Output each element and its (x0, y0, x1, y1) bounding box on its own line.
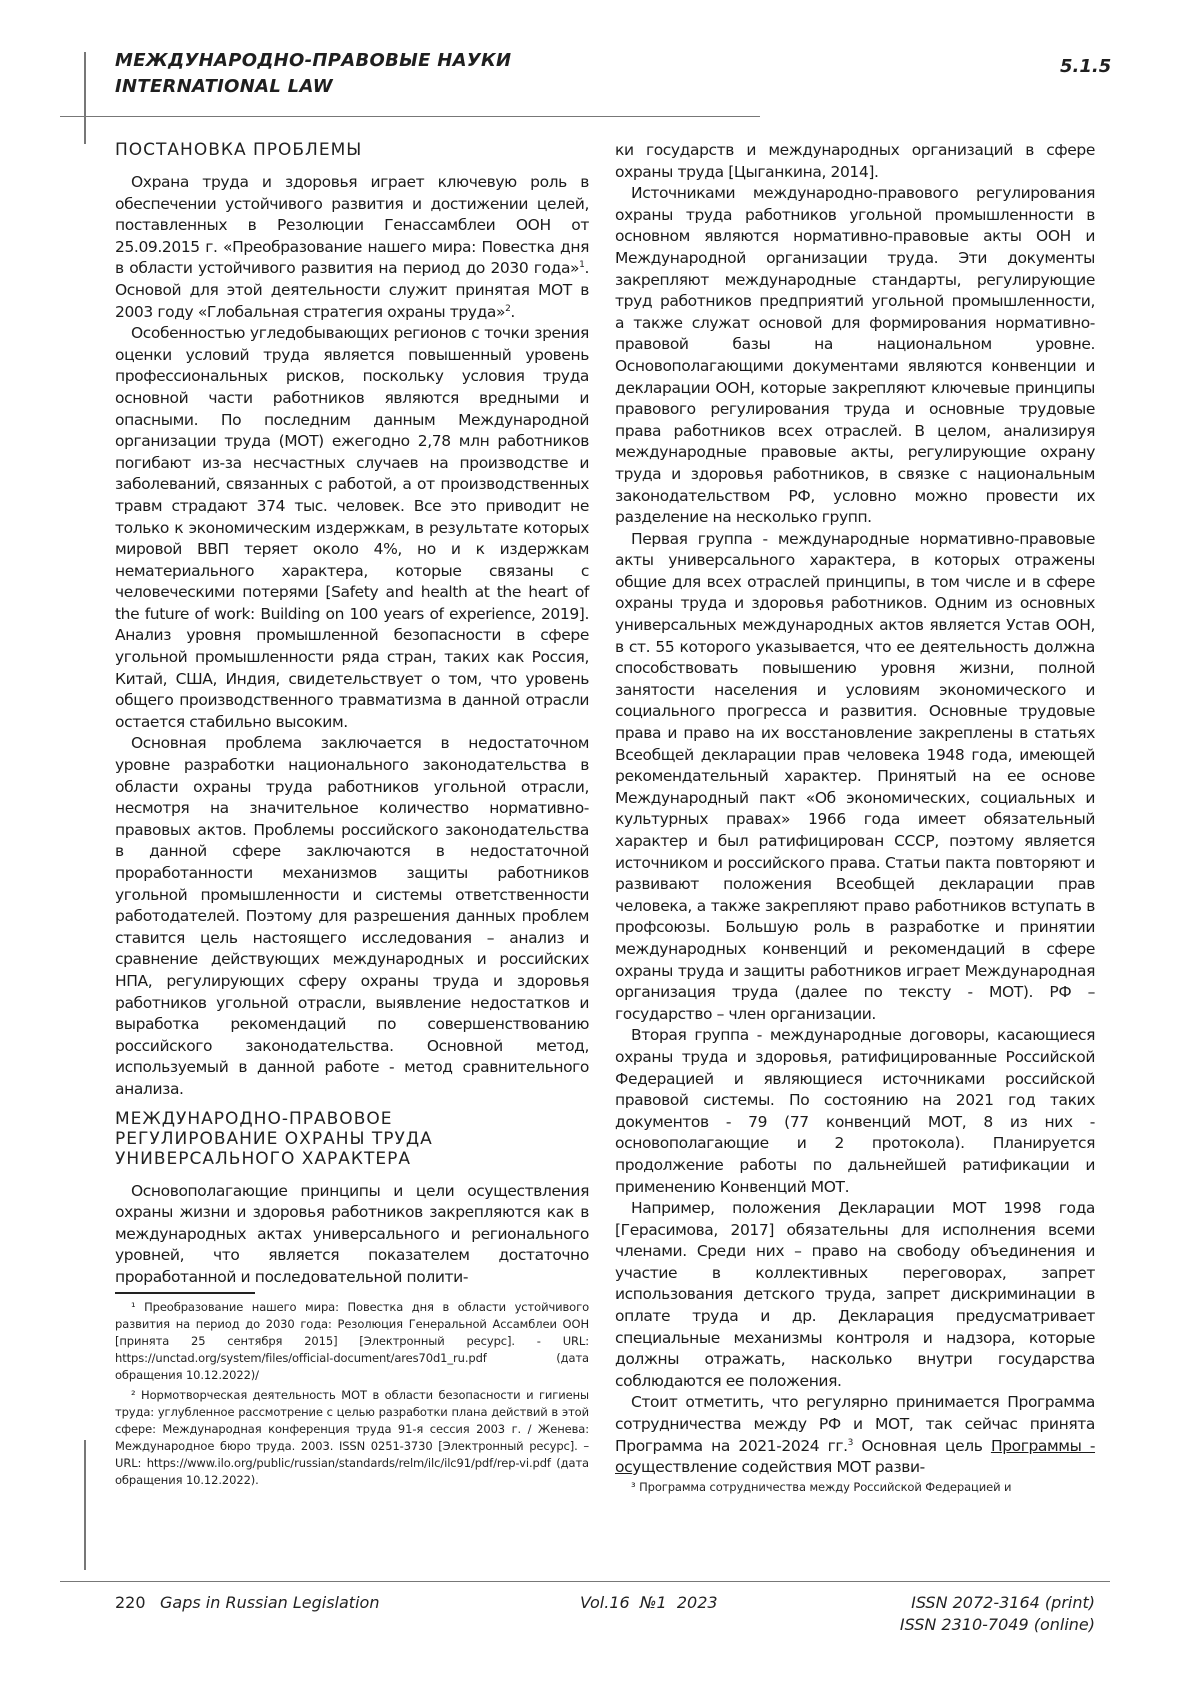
header-vertical-rule (84, 52, 86, 144)
footnote-2: ² Нормотворческая деятельность МОТ в области безопасности и гигиены труда: углубленное рассмотрение с целью разработки плана действий в этой сфере: Международная конференция труда 91-я сессия 2003 г. / Женева: Международное бюро труда. 2003. ISSN 0251-3730 [Электронный ресурс]. – URL: https://www.ilo.org/public/russian/standards/relm/ilc/ilc91/pdf/rep-vi.pdf (дата обращения 10.12.2022). (115, 1387, 589, 1487)
paragraph: Вторая группа - международные договоры, касающиеся охраны труда и здоровья, ратифицированные Российской Федерацией и являющиеся источниками российской правовой системы. По состоянию на 2021 год таких документов - 79 (77 конвенций МОТ, 8 из них - основополагающие и 2 протокола). Планируется продолжение работы по дальнейшей ратификации и применению Конвенций МОТ. (615, 1026, 1095, 1196)
paragraph-text: Основная цель (852, 1436, 991, 1455)
underlined-text: Программы - ос (615, 1436, 1096, 1477)
heading-line: МЕЖДУНАРОДНО-ПРАВОВОЕ (115, 1108, 393, 1129)
header-horizontal-rule (60, 116, 760, 117)
paragraph: Основная проблема заключается в недостаточном уровне разработки национального законодательства в области охраны труда работников угольной отрасли, несмотря на значительное количество нормативно-правовых актов. Проблемы российского законодательства в данной сфере заключаются в недостаточной проработанности механизмов защиты работников угольной промышленности и системы ответственности работодателей. Поэтому для разрешения данных проблем ставится цель настоящего исследования – анализ и сравнение действующих международных и российских НПА, регулирующих сферу охраны труда и здоровья работников угольной отрасли, выявление недостатков и выработка рекомендаций по совершенствованию российского законодательства. Основной метод, используемый в данной работе - метод сравнительного анализа. (115, 734, 589, 1098)
issn-online: ISSN 2310-7049 (online) (899, 1615, 1095, 1634)
journal-section-header (115, 48, 511, 100)
paragraph: Основополагающие принципы и цели осуществления охраны жизни и здоровья работников закрепляются как в международных актах универсального и регионального уровней, что является показателем достаточно проработанной и последовательной полити- (115, 1181, 589, 1286)
footnote-ref: 2 (505, 303, 511, 314)
paragraph: Источниками международно-правового регулирования охраны труда работников угольной промышленности в основном являются нормативно-правовые акты ООН и Международной организации труда. Эти документы закрепляют международные стандарты, регулирующие труд работников предприятий угольной промышленности, а также служат основой для формирования нормативно-правовой базы на национальном уровне. Основополагающими документами являются конвенции и декларации ООН, которые закрепляют ключевые принципы правового регулирования труда и основные трудовые права работников всех отраслей. В целом, анализируя международные правовые акты, регулирующие охрану труда и здоровья работников, в связке с национальным законодательством РФ, условно можно провести их разделение на несколько групп. (615, 184, 1095, 527)
section-title-ru: МЕЖДУНАРОДНО-ПРАВОВЫЕ НАУКИ (115, 50, 512, 71)
heading-international-regulation (115, 1109, 589, 1169)
footnote-separator (115, 1292, 255, 1294)
heading-line: РЕГУЛИРОВАНИЕ ОХРАНЫ ТРУДА (115, 1128, 433, 1149)
section-title-en: INTERNATIONAL LAW (115, 76, 333, 97)
issn-block (900, 1592, 1095, 1636)
paragraph-text: уществление содействия МОТ разви- (632, 1458, 925, 1477)
paragraph-text: . (510, 302, 515, 321)
footnote-ref: 1 (579, 260, 585, 271)
footer-horizontal-rule (60, 1581, 1110, 1582)
volume-issue: Vol.16 №1 2023 (580, 1593, 718, 1612)
paragraph-text: . Основой для этой деятельности служит принятая МОТ в 2003 году «Глобальная стратегия охраны труда» (115, 259, 589, 321)
paragraph-text: Охрана труда и здоровья играет ключевую роль в обеспечении устойчивого развития и достижении целей, поставленных в Резолюции Генассамблеи ООН от 25.09.2015 г. «Преобразование нашего мира: Повестка дня в области устойчивого развития на период до 2030 года» (115, 173, 589, 278)
heading-problem-statement: ПОСТАНОВКА ПРОБЛЕМЫ (115, 140, 363, 160)
paragraph: Особенностью угледобывающих регионов с точки зрения оценки условий труда является повышенный уровень профессиональных рисков, поскольку условия труда основной части работников являются вредными и опасными. По последним данным Международной организации труда (МОТ) ежегодно 2,78 млн работников погибают из-за несчастных случаев на производстве и заболеваний, связанных с работой, а от производственных травм страдают 374 тыс. человек. Все это приводит не только к экономическим издержкам, в результате которых мировой ВВП теряет около 4%, но и к издержкам нематериального характера, которые связаны с человеческими потерями [Safety and health at the heart of the future of work: Building on 100 years of experience, 2019]. Анализ уровня промышленной безопасности в сфере угольной промышленности ряда стран, таких как Россия, Китай, США, Индия, свидетельствует о том, что уровень общего производственного травматизма в данной отрасли остается стабильно высоким. (115, 324, 589, 731)
footnote-1: ¹ Преобразование нашего мира: Повестка дня в области устойчивого развития на период до 2030 года: Резолюция Генеральной Ассамблеи ООН [принята 25 сентября 2015] [Электронный ресурс]. - URL: https://unctad.org/system/files/official-document/ares70d1_ru.pdf (дата обращения 10.12.2022)/ (115, 1299, 589, 1382)
paragraph: ки государств и международных организаций в сфере охраны труда [Цыганкина, 2014]. (615, 141, 1095, 181)
paragraph (115, 172, 589, 323)
issn-print: ISSN 2072-3164 (print) (911, 1593, 1095, 1612)
left-column (115, 140, 589, 1492)
right-column (615, 140, 1095, 1499)
footer-vertical-rule (84, 1440, 86, 1570)
paragraph-text: Стоит отметить, что регулярно принимается Программа сотрудничества между РФ и МОТ, так сейчас принята Программа на 2021-2024 гг. (615, 1393, 1095, 1455)
heading-line: УНИВЕРСАЛЬНОГО ХАРАКТЕРА (115, 1148, 412, 1169)
footnote-ref: 3 (847, 1437, 853, 1448)
specialty-code: 5.1.5 (1060, 56, 1112, 77)
paragraph (615, 1392, 1095, 1478)
paragraph: Первая группа - международные нормативно-правовые акты универсального характера, в которых отражены общие для всех отраслей принципы, в том числе и в сфере охраны труда и здоровья работников. Одним из основных универсальных международных актов является Устав ООН, в ст. 55 которого указывается, что ее деятельность должна способствовать повышению уровня жизни, полной занятости населения и условиям экономического и социального прогресса и развития. Основные трудовые права и право на их восстановление закреплены в статьях Всеобщей декларации прав человека 1948 года, имеющей рекомендательный характер. Принятый на ее основе Международный пакт «Об экономических, социальных и культурных правах» 1966 года имеет обязательный характер и был ратифицирован СССР, поэтому является источником и российского права. Статьи пакта повторяют и развивают положения Всеобщей декларации прав человека, а также закрепляют право работников вступать в профсоюзы. Большую роль в разработке и принятии международных конвенций и рекомендаций в сфере охраны труда и защиты работников играет Международная организация труда (далее по тексту - МОТ). РФ – государство – член организации. (615, 529, 1095, 1023)
page-number: 220 (115, 1593, 146, 1612)
journal-name: Gaps in Russian Legislation (160, 1593, 380, 1612)
footnote-3: ³ Программа сотрудничества между Российской Федерацией и (631, 1479, 1012, 1494)
paragraph: Например, положения Декларации МОТ 1998 года [Герасимова, 2017] обязательны для исполнения всеми членами. Среди них – право на свободу объединения и участие в коллективных переговорах, запрет использования детского труда, запрет дискриминации в оплате труда и др. Декларация предусматривает специальные механизмы контроля и надзора, которые должны отражать, насколько внутри государства соблюдаются ее положения. (615, 1199, 1095, 1390)
